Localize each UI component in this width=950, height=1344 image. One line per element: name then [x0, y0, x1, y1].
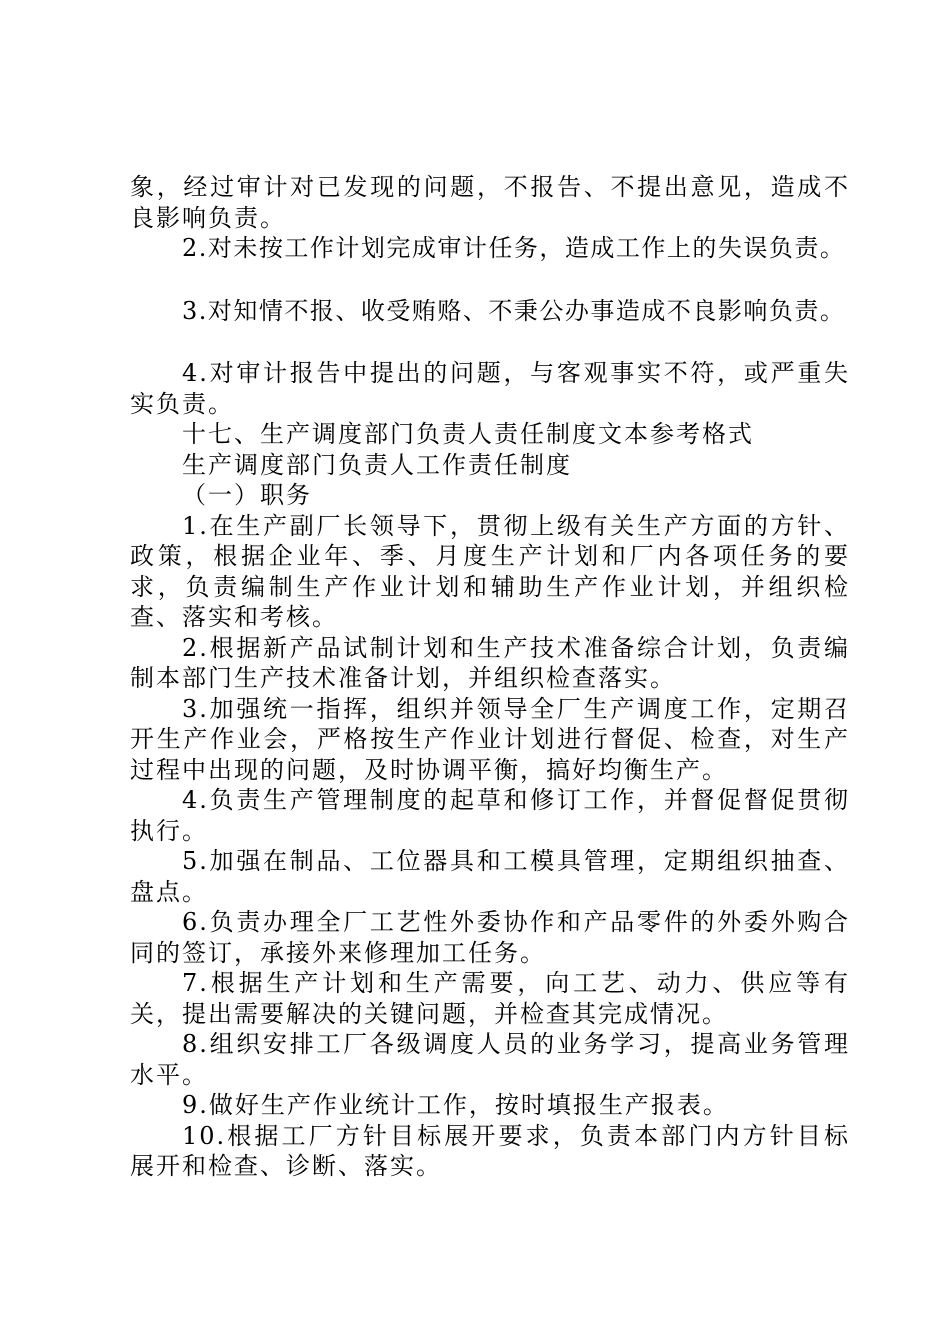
section-heading: 十七、生产调度部门负责人责任制度文本参考格式 [182, 420, 754, 448]
duty-item-9: 9.做好生产作业统计工作，按时填报生产报表。 [182, 1091, 729, 1119]
duty-item-5: 5.加强在制品、工位器具和工模具管理，定期组织抽查、盘点。 [130, 847, 850, 906]
paragraph-continuation: 象，经过审计对已发现的问题，不报告、不提出意见，造成不良影响负责。 [130, 173, 850, 232]
duty-item-2: 2.根据新产品试制计划和生产技术准备综合计划，负责编制本部门生产技术准备计划，并组织检查落实。 [130, 633, 850, 692]
paragraph-item-4: 4.对审计报告中提出的问题，与客观事实不符，或严重失实负责。 [130, 359, 850, 418]
subsection-heading: （一）职务 [182, 481, 312, 509]
duty-item-4: 4.负责生产管理制度的起草和修订工作，并督促督促贯彻执行。 [130, 786, 850, 845]
duty-item-8: 8.组织安排工厂各级调度人员的业务学习，提高业务管理水平。 [130, 1030, 850, 1089]
document-title: 生产调度部门负责人工作责任制度 [182, 450, 572, 479]
duty-item-7: 7.根据生产计划和生产需要，向工艺、动力、供应等有关，提出需要解决的关键问题，并检查其完成情况。 [130, 969, 850, 1028]
duty-item-1: 1.在生产副厂长领导下，贯彻上级有关生产方面的方针、政策，根据企业年、季、月度生产计划和厂内各项任务的要求，负责编制生产作业计划和辅助生产作业计划，并组织检查、落实和考核。 [130, 511, 850, 631]
duty-item-10: 10.根据工厂方针目标展开要求，负责本部门内方针目标展开和检查、诊断、落实。 [130, 1121, 850, 1180]
paragraph-item-3: 3.对知情不报、收受贿赂、不秉公办事造成不良影响负责。 [182, 296, 846, 325]
document-body [130, 172, 850, 1182]
duty-item-6: 6.负责办理全厂工艺性外委协作和产品零件的外委外购合同的签订，承接外来修理加工任务。 [130, 908, 850, 967]
duty-item-3: 3.加强统一指挥，组织并领导全厂生产调度工作，定期召开生产作业会，严格按生产作业计划进行督促、检查，对生产过程中出现的问题，及时协调平衡，搞好均衡生产。 [130, 694, 850, 784]
paragraph-item-2: 2.对未按工作计划完成审计任务，造成工作上的失误负责。 [182, 234, 846, 262]
